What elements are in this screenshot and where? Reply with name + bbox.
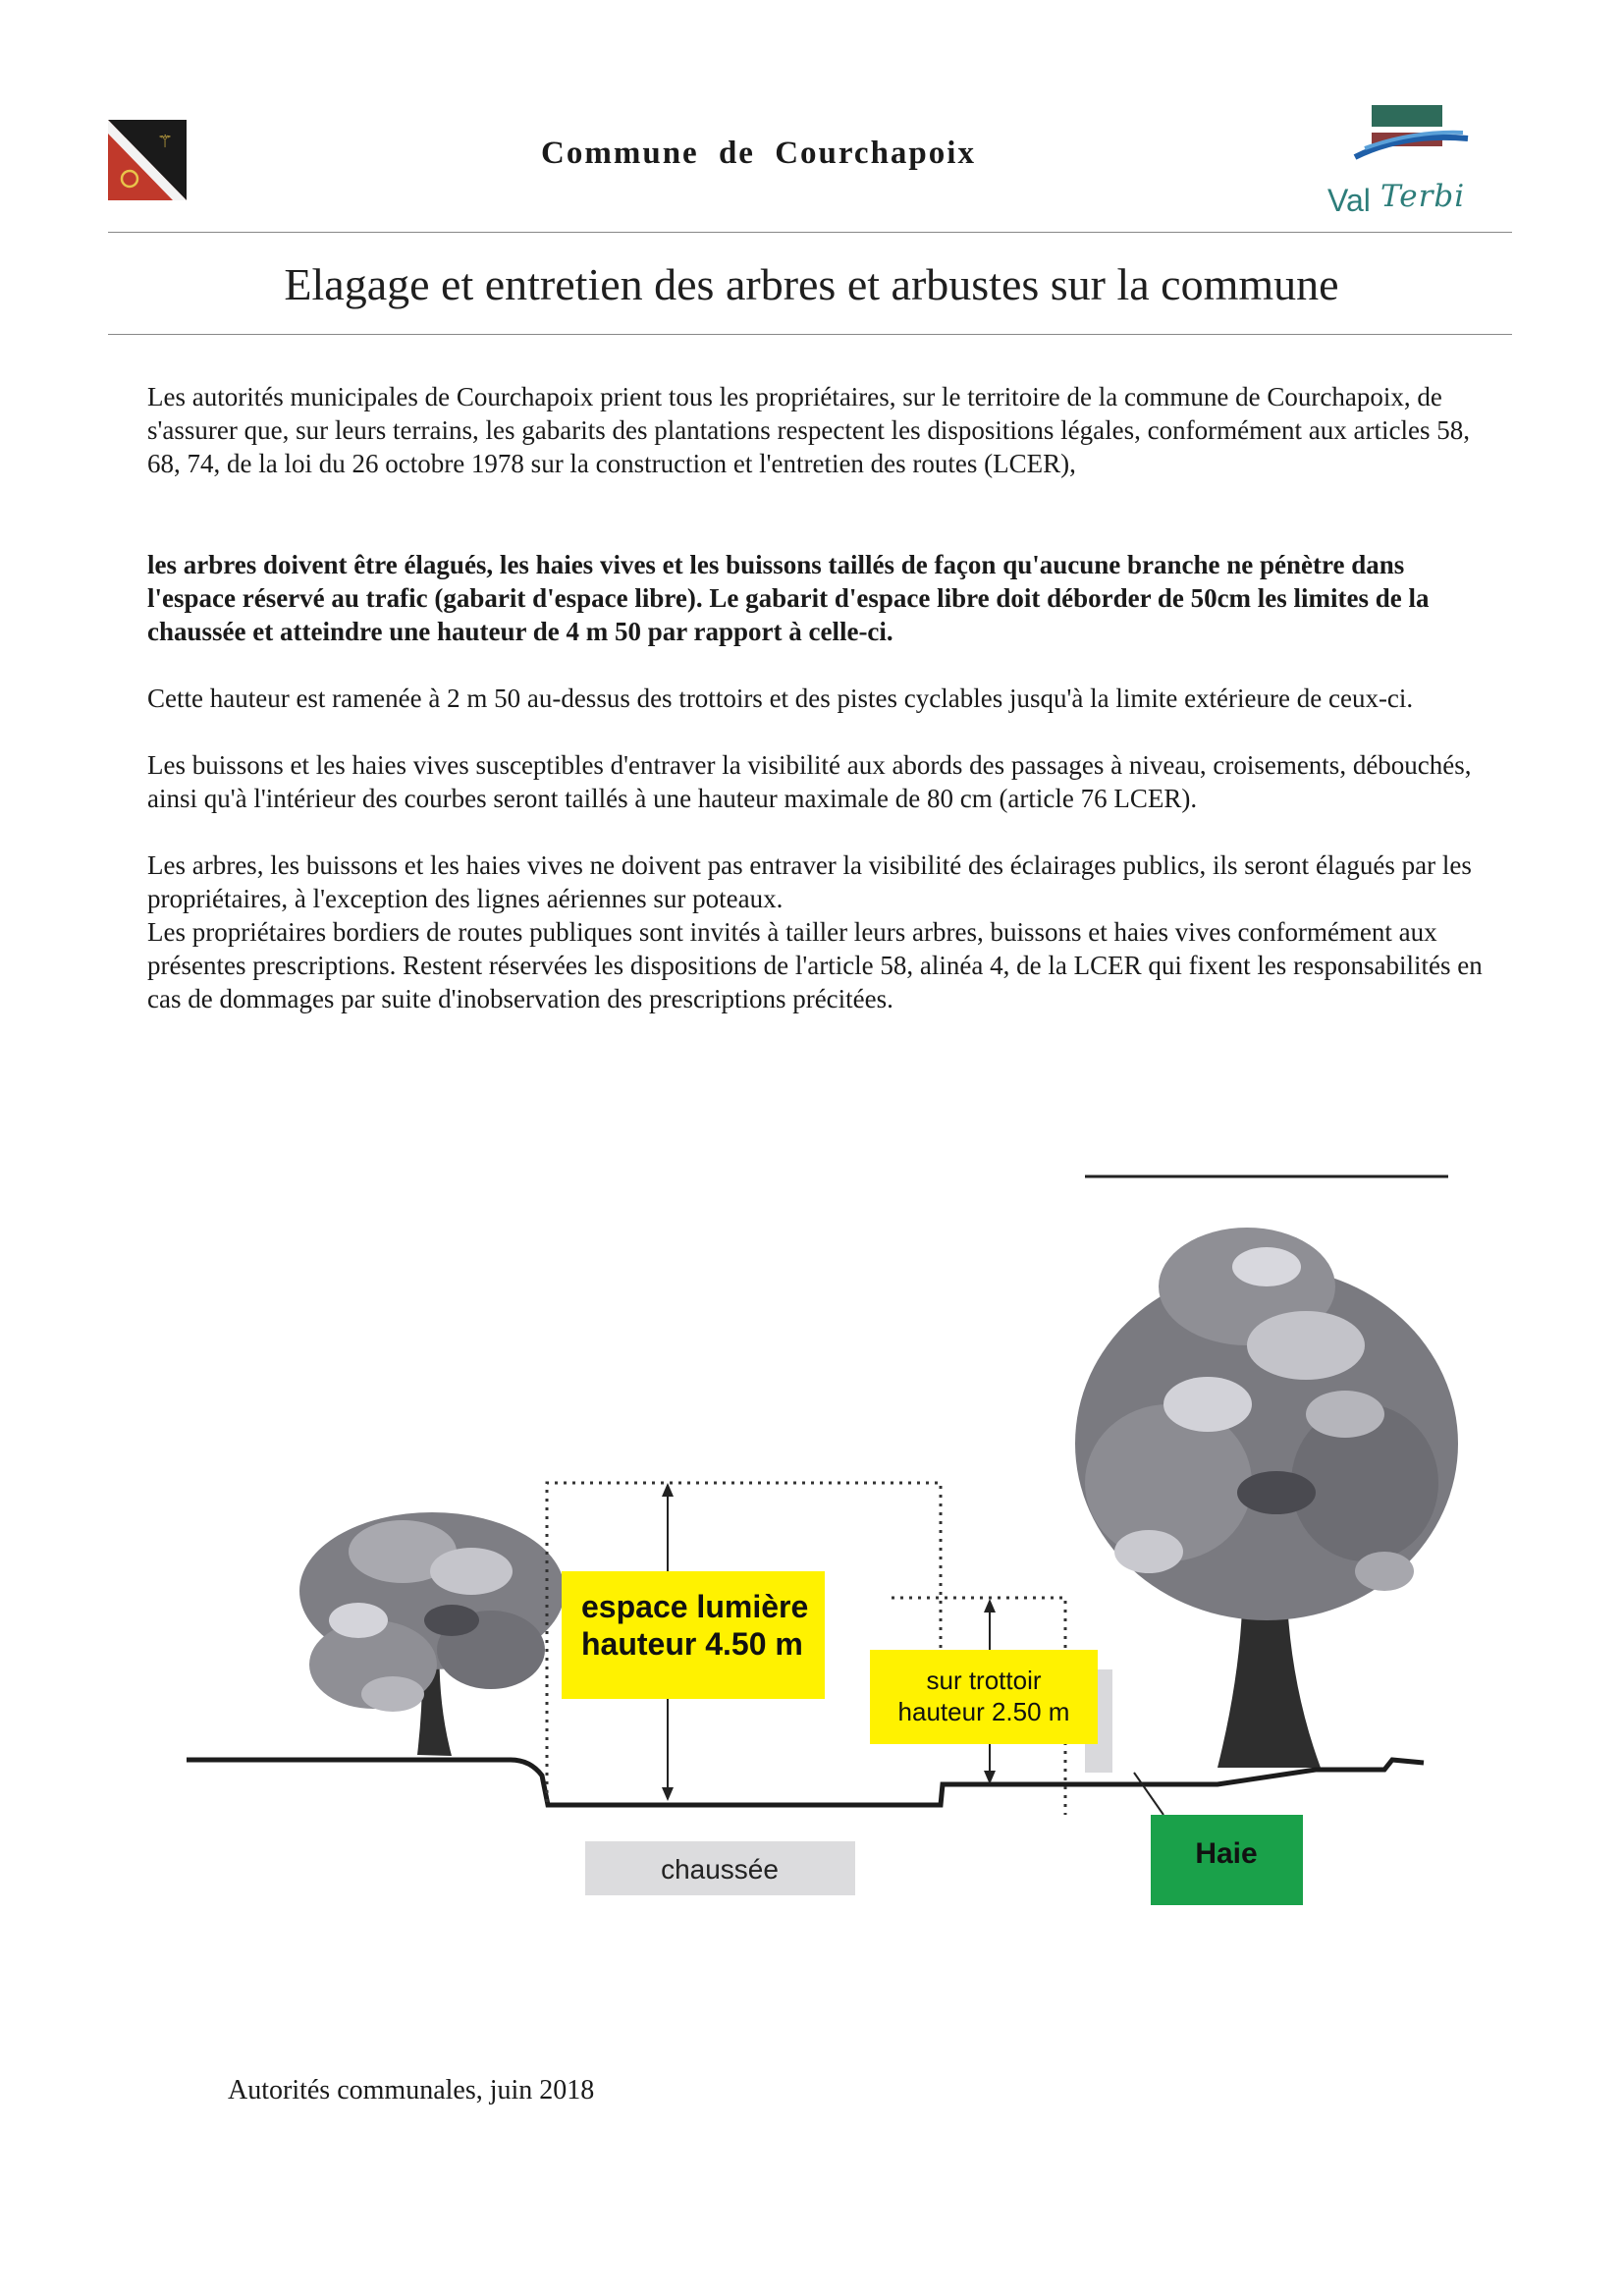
valterbi-logo-terbi: Terbi bbox=[1380, 179, 1466, 214]
road-clearance-label-line2: hauteur 4.50 m bbox=[581, 1626, 803, 1662]
hedge-pointer bbox=[1134, 1773, 1163, 1815]
valterbi-logo-val: Val bbox=[1327, 183, 1371, 218]
clearance-diagram bbox=[147, 1159, 1522, 1944]
chaussee-label: chaussée bbox=[661, 1854, 779, 1885]
document-title: Elagage et entretien des arbres et arbustes sur la commune bbox=[284, 259, 1339, 309]
paragraph-visibility-hedges: Les buissons et les haies vives susceptibles d'entraver la visibilité aux abords des passages à niveau, croisements, débouchés, ainsi qu'à l'intérieur des courbes seront taillés à une hauteur maximale de 80 cm (article 76 LCER). bbox=[147, 750, 1472, 813]
commune-title: Commune de Courchapoix bbox=[541, 136, 976, 171]
svg-text:⚚: ⚚ bbox=[157, 132, 174, 152]
title-divider bbox=[108, 334, 1512, 335]
header-divider bbox=[108, 232, 1512, 233]
paragraph-owners-responsibility: Les propriétaires bordiers de routes publiques sont invités à tailler leurs arbres, buissons et haies vives conformément aux présentes prescriptions. Restent réservées les dispositions de l'article 58, alinéa 4, de la LCER qui fixent les responsabilités en cas de dommages par suite d'inobservation des prescriptions précitées. bbox=[147, 917, 1483, 1013]
right-tree-illustration bbox=[1075, 1228, 1458, 1768]
left-tree-illustration bbox=[299, 1512, 565, 1756]
road-clearance-label-line1: espace lumière bbox=[581, 1589, 809, 1624]
sidewalk-clearance-label-line1: sur trottoir bbox=[926, 1666, 1042, 1695]
paragraph-public-lighting: Les arbres, les buissons et les haies vives ne doivent pas entraver la visibilité des éclairages publics, ils seront élagués par les propriétaires, à l'exception des lignes aériennes sur poteaux. bbox=[147, 850, 1472, 913]
signature-line: Autorités communales, juin 2018 bbox=[228, 2075, 595, 2105]
paragraph-rules-bold: les arbres doivent être élagués, les haies vives et les buissons taillés de façon qu'aucune branche ne pénètre dans l'espace réservé au trafic (gabarit d'espace libre). Le gabarit d'espace libre doit déborder de 50cm les limites de la chaussée et atteindre une hauteur de 4 m 50 par rapport à celle-ci. bbox=[147, 550, 1430, 646]
sidewalk-clearance-label-line2: hauteur 2.50 m bbox=[897, 1697, 1070, 1726]
haie-label: Haie bbox=[1195, 1837, 1258, 1870]
paragraph-sidewalk-height: Cette hauteur est ramenée à 2 m 50 au-dessus des trottoirs et des pistes cyclables jusqu'à la limite extérieure de ceux-ci. bbox=[147, 683, 1414, 713]
paragraph-intro: Les autorités municipales de Courchapoix prient tous les propriétaires, sur le territoire de la commune de Courchapoix, de s'assurer que, sur leurs terrains, les gabarits des plantations respectent les dispositions légales, conformément aux articles 58, 68, 74, de la loi du 26 octobre 1978 sur la construction et l'entretien des routes (LCER), bbox=[147, 382, 1470, 478]
